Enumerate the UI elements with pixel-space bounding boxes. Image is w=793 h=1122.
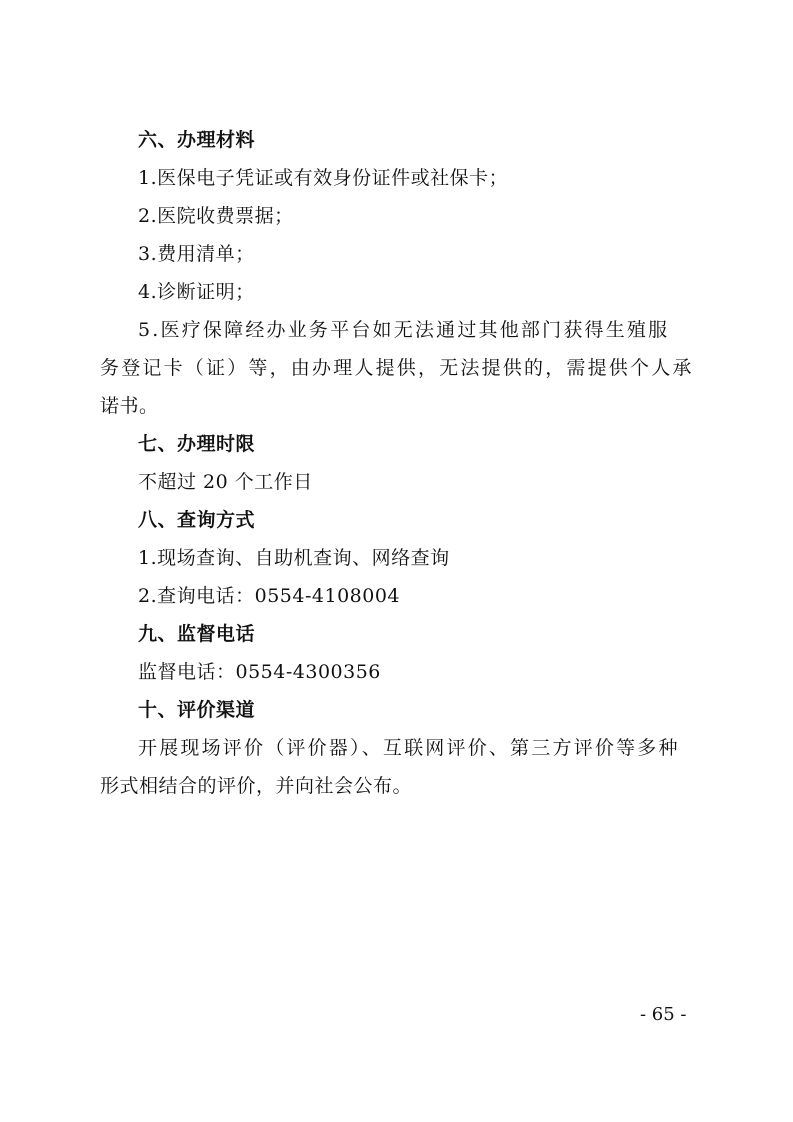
inquiry-item-1: 1.现场查询、自助机查询、网络查询 [138, 547, 450, 569]
materials-item-5-line-3: 诺书。 [100, 395, 159, 417]
evaluation-line-2: 形式相结合的评价，并向社会公布。 [100, 775, 413, 797]
inquiry-item-2: 2.查询电话：0554-4108004 [138, 585, 401, 607]
materials-item-5-line-2: 务登记卡（证）等，由办理人提供，无法提供的，需提供个人承 [100, 357, 694, 379]
materials-item-4: 4.诊断证明； [138, 281, 255, 303]
heading-inquiry: 八、查询方式 [138, 509, 256, 531]
time-limit-text: 不超过 20 个工作日 [138, 471, 313, 493]
materials-item-2: 2.医院收费票据； [138, 205, 294, 227]
heading-time-limit: 七、办理时限 [138, 433, 256, 455]
heading-materials: 六、办理材料 [138, 129, 256, 151]
heading-supervision: 九、监督电话 [138, 623, 256, 645]
evaluation-line-1: 开展现场评价（评价器）、互联网评价、第三方评价等多种 [138, 737, 680, 759]
heading-evaluation: 十、评价渠道 [138, 699, 256, 721]
supervision-text: 监督电话：0554-4300356 [138, 661, 381, 683]
materials-item-3: 3.费用清单； [138, 243, 255, 265]
materials-item-5-line-1: 5.医疗保障经办业务平台如无法通过其他部门获得生殖服 [138, 319, 670, 341]
materials-item-1: 1.医保电子凭证或有效身份证件或社保卡； [138, 167, 509, 189]
page-number: - 65 - [640, 1004, 687, 1025]
